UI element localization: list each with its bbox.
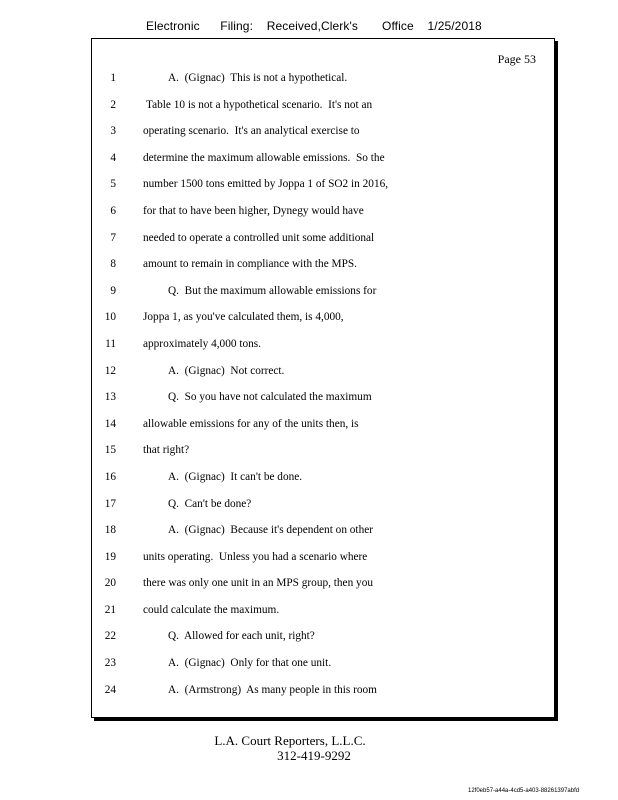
line-number: 24	[104, 683, 116, 696]
transcript-page	[91, 38, 555, 718]
transcript-line	[92, 418, 554, 445]
transcript-line	[92, 99, 554, 126]
transcript-line	[92, 72, 554, 99]
line-number: 4	[110, 151, 116, 164]
line-text: A. (Gignac) This is not a hypothetical.	[168, 72, 348, 84]
transcript-line	[92, 152, 554, 179]
line-number: 13	[104, 391, 116, 404]
transcript-line	[92, 205, 554, 232]
line-text: A. (Gignac) Only for that one unit.	[168, 657, 332, 670]
line-text: could calculate the maximum.	[143, 603, 280, 616]
filing-stamp: Electronic Filing: Received,Clerk's Office 1/25/2018	[146, 19, 482, 33]
line-number: 22	[104, 630, 116, 643]
transcript-line	[92, 365, 554, 392]
line-text: approximately 4,000 tons.	[143, 337, 261, 350]
court-reporter-name: L.A. Court Reporters, L.L.C.	[214, 733, 366, 748]
transcript-line	[92, 577, 554, 604]
line-text: that right?	[143, 444, 190, 457]
line-text: A. (Gignac) Because it's dependent on other	[168, 524, 373, 537]
line-number: 19	[104, 550, 116, 563]
line-text: number 1500 tons emitted by Joppa 1 of SO2 in 2016,	[143, 178, 389, 191]
line-text: needed to operate a controlled unit some additional	[143, 231, 375, 244]
line-number: 9	[110, 284, 116, 297]
transcript-lines	[92, 72, 554, 710]
line-text: A. (Gignac) Not correct.	[168, 364, 285, 377]
transcript-line	[92, 551, 554, 578]
transcript-line	[92, 232, 554, 259]
line-number: 14	[104, 417, 116, 430]
line-number: 15	[104, 444, 116, 457]
line-number: 10	[104, 311, 116, 324]
transcript-line	[92, 684, 554, 711]
line-text: Q. So you have not calculated the maximum	[168, 391, 372, 404]
line-number: 12	[104, 364, 116, 377]
document-id: 12f0eb57-a44a-4cd5-a403-88261397abfd	[468, 788, 580, 794]
transcript-line	[92, 391, 554, 418]
line-text: A. (Gignac) It can't be done.	[168, 470, 303, 483]
line-number: 23	[104, 657, 116, 670]
line-text: there was only one unit in an MPS group, then you	[143, 577, 373, 590]
court-reporter-phone: 312-419-9292	[277, 748, 351, 763]
transcript-line	[92, 258, 554, 285]
transcript-line	[92, 285, 554, 312]
line-text: Table 10 is not a hypothetical scenario. It's not an	[146, 98, 373, 111]
line-number: 20	[104, 577, 116, 590]
line-text: Joppa 1, as you've calculated them, is 4,000,	[143, 311, 344, 324]
transcript-line	[92, 125, 554, 152]
line-text: determine the maximum allowable emissions. So the	[143, 151, 385, 164]
transcript-line	[92, 524, 554, 551]
line-number: 1	[110, 72, 116, 84]
line-text: Q. But the maximum allowable emissions for	[168, 284, 377, 297]
line-number: 2	[110, 98, 116, 111]
transcript-line	[92, 444, 554, 471]
line-number: 16	[104, 470, 116, 483]
line-text: units operating. Unless you had a scenario where	[143, 550, 368, 563]
line-text: operating scenario. It's an analytical exercise to	[143, 125, 360, 138]
line-number: 7	[110, 231, 116, 244]
line-text: Q. Allowed for each unit, right?	[168, 630, 315, 643]
transcript-line	[92, 178, 554, 205]
line-number: 3	[110, 125, 116, 138]
line-number: 6	[110, 204, 116, 217]
transcript-line	[92, 630, 554, 657]
line-number: 18	[104, 524, 116, 537]
page-number: Page 53	[497, 52, 536, 66]
line-text: for that to have been higher, Dynegy would have	[143, 204, 364, 217]
line-number: 5	[110, 178, 116, 191]
line-text: A. (Armstrong) As many people in this room	[168, 683, 377, 696]
transcript-line	[92, 311, 554, 338]
transcript-line	[92, 604, 554, 631]
line-number: 11	[105, 337, 116, 350]
transcript-line	[92, 338, 554, 365]
line-text: amount to remain in compliance with the MPS.	[143, 258, 357, 271]
line-text: allowable emissions for any of the units then, is	[143, 417, 359, 430]
line-number: 8	[110, 258, 116, 271]
line-text: Q. Can't be done?	[168, 497, 252, 510]
transcript-line	[92, 498, 554, 525]
line-number: 17	[104, 497, 116, 510]
transcript-line	[92, 471, 554, 498]
transcript-line	[92, 657, 554, 684]
line-number: 21	[104, 603, 116, 616]
